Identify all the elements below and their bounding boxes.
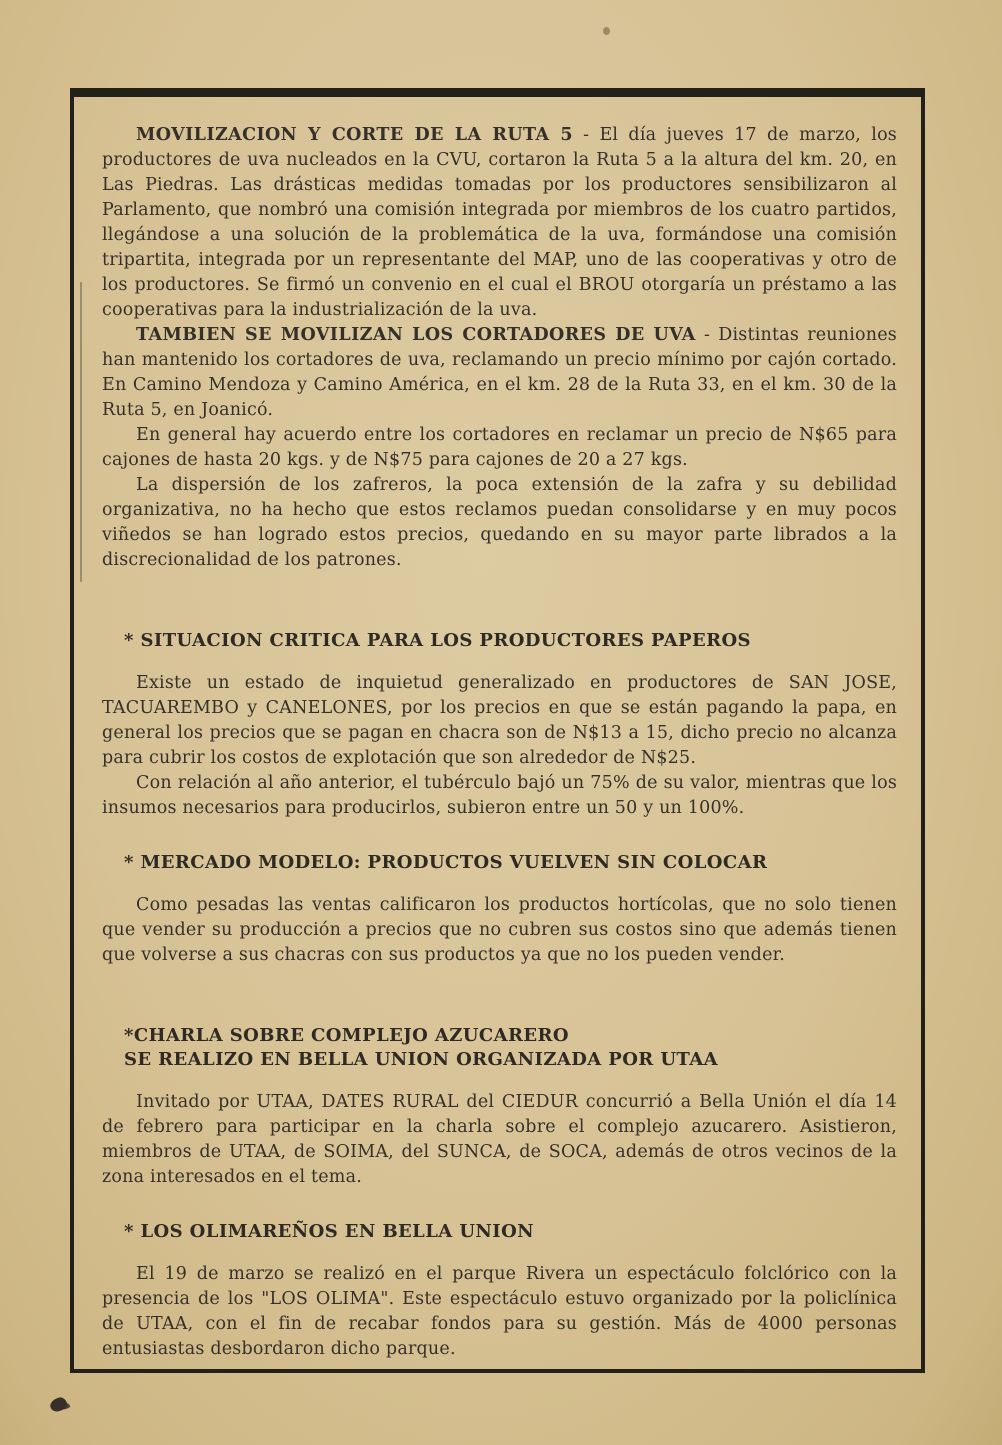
- page-frame: [70, 88, 925, 1373]
- lead-in: MOVILIZACION Y CORTE DE LA RUTA 5: [136, 125, 573, 145]
- section-heading: * MERCADO MODELO: PRODUCTOS VUELVEN SIN COLOCAR: [124, 852, 768, 873]
- paragraph: En general hay acuerdo entre los cortadores en reclamar un precio de N$65 para cajones de hasta 20 kgs. y de N$75 para cajones de 20 a 27 kgs.: [102, 425, 897, 470]
- paragraph: El 19 de marzo se realizó en el parque Rivera un espectáculo folclórico con la presencia de los "LOS OLIMA". Este espectáculo estuvo organizado por la policlínica de UTAA, con el fin de recabar fondos para su gestión. Más de 4000 personas entusiastas desbordaron dicho parque.: [102, 1264, 897, 1359]
- article-section-paperos: [102, 629, 897, 821]
- article-section-charla-azucarero: [102, 1024, 897, 1190]
- paragraph: Como pesadas las ventas calificaron los productos hortícolas, que no solo tienen que vender su producción a precios que no cubren sus costos sino que además tienen que volverse a sus chacras con sus productos ya que no los pueden vender.: [102, 895, 897, 965]
- heading-line: *CHARLA SOBRE COMPLEJO AZUCARERO: [124, 1025, 569, 1046]
- paper-speck: [603, 27, 610, 35]
- paragraph: [102, 123, 897, 323]
- heading-line: SE REALIZO EN BELLA UNION ORGANIZADA POR UTAA: [124, 1049, 718, 1070]
- article-section-movilizacion: [102, 123, 897, 573]
- article-section-olimarenos: [102, 1220, 897, 1362]
- paragraph: La dispersión de los zafreros, la poca extensión de la zafra y su debilidad organizativa, no ha hecho que estos reclamos puedan consolidarse y en muy pocos viñedos se han logrado estos precios, quedando en su mayor parte librados a la discrecionalidad de los patrones.: [102, 475, 897, 570]
- section-heading: * SITUACION CRITICA PARA LOS PRODUCTORES PAPEROS: [124, 630, 751, 651]
- paragraph-text: - El día jueves 17 de marzo, los productores de uva nucleados en la CVU, cortaron la Ruta 5 a la altura del km. 20, en Las Piedras. Las drásticas medidas tomadas por los productores sensibilizaron al Parlamento, que nombró una comisión integrada por miembros de los cuatro partidos, llegándose a una solución de la problemática de la uva, formándose una comisión tripartita, integrada por un representante del MAP, uno de las cooperativas y otro de los productores. Se firmó un convenio en el cual el BROU otorgaría un préstamo a las cooperativas para la industrialización de la uva.: [102, 125, 897, 320]
- ink-smudge: [48, 1396, 68, 1414]
- section-heading: [124, 1024, 897, 1072]
- paragraph: Invitado por UTAA, DATES RURAL del CIEDUR concurrió a Bella Unión el día 14 de febrero para participar en la charla sobre el complejo azucarero. Asistieron, miembros de UTAA, de SOIMA, del SUNCA, de SOCA, además de otros vecinos de la zona interesados en el tema.: [102, 1092, 897, 1187]
- paragraph-text: - Distintas reuniones han mantenido los cortadores de uva, reclamando un precio mínimo por cajón cortado. En Camino Mendoza y Camino América, en el km. 28 de la Ruta 33, en el km. 30 de la Ruta 5, en Joanicó.: [102, 325, 897, 420]
- section-heading: * LOS OLIMAREÑOS EN BELLA UNION: [124, 1221, 535, 1242]
- paragraph: Con relación al año anterior, el tubérculo bajó un 75% de su valor, mientras que los insumos necesarios para producirlos, subieron entre un 50 y un 100%.: [102, 773, 897, 818]
- paragraph: [102, 323, 897, 423]
- article-section-mercado-modelo: [102, 851, 897, 968]
- lead-in: TAMBIEN SE MOVILIZAN LOS CORTADORES DE UVA: [136, 325, 696, 345]
- paragraph: Existe un estado de inquietud generalizado en productores de SAN JOSE, TACUAREMBO y CANELONES, por los precios en que se están pagando la papa, en general los precios que se pagan en chacra son de N$13 a 15, dicho precio no alcanza para cubrir los costos de explotación que son alrededor de N$25.: [102, 673, 897, 768]
